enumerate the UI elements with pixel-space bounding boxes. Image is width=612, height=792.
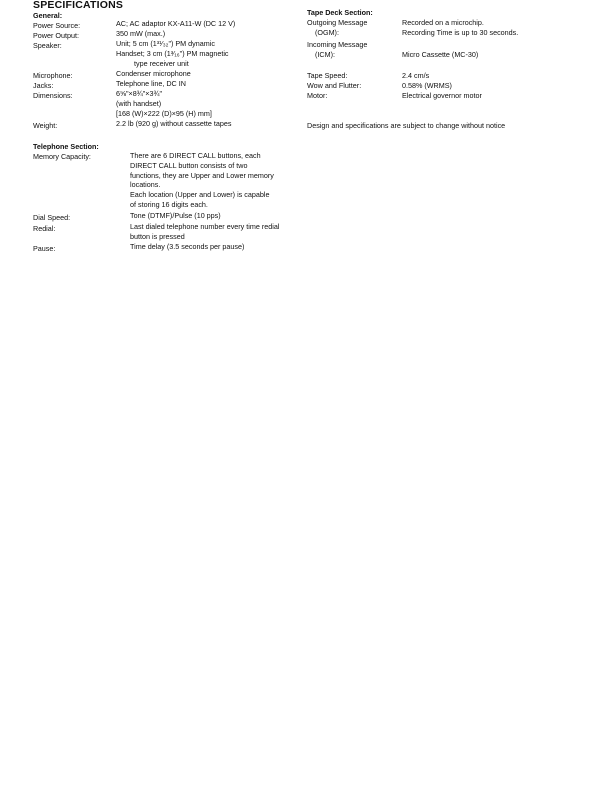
value-line: Tone (DTMF)/Pulse (10 pps) [130,211,221,220]
general-label-dimensions: Dimensions: [33,91,73,100]
value-line: Handset; 3 cm (1³⁄₁₆") PM magnetic [116,48,229,58]
telephone-value-pause [130,242,244,252]
value-line: Unit; 5 cm (1³¹⁄₃₂") PM dynamic [116,39,215,48]
value-line: AC; AC adaptor KX-A11-W (DC 12 V) [116,19,236,28]
value-line: of storing 16 digits each. [130,199,208,209]
telephone-label-redial: Redial: [33,224,56,233]
tape-value-motor: Electrical governor motor [402,91,482,100]
general-label-weight: Weight: [33,121,58,130]
general-value-speaker [116,39,229,68]
telephone-value-memory-capacity [130,151,274,210]
telephone-value-redial [130,222,279,242]
general-label-speaker: Speaker: [33,41,62,50]
general-label-power-source: Power Source: [33,21,81,30]
value-line: 6⅝"×8¾"×3¾" [116,89,163,98]
label-line: Incoming Message [307,40,368,49]
value-line: [168 (W)×222 (D)×95 (H) mm] [116,108,212,118]
general-label-power-output: Power Output: [33,31,79,40]
tape-label-motor: Motor: [307,91,328,100]
general-label-microphone: Microphone: [33,71,73,80]
value-line: Last dialed telephone number every time redial [130,222,280,231]
value-line: There are 6 DIRECT CALL buttons, each [130,151,261,160]
general-value-weight [116,119,231,129]
tape-value-ogm [402,18,518,38]
value-line: Recorded on a microchip. [402,18,484,27]
tape-value-tape-speed: 2.4 cm/s [402,71,430,80]
tape-label-tape-speed: Tape Speed: [307,71,348,80]
value-line: (with handset) [116,98,162,108]
value-line: functions, they are Upper and Lower memory [130,170,274,180]
general-value-power-output [116,29,165,39]
label-line: (ICM): [315,49,335,59]
value-line: 2.2 lb (920 g) without cassette tapes [116,119,232,128]
value-line: 350 mW (max.) [116,29,166,38]
general-value-jacks [116,79,186,89]
value-line: type receiver unit [134,58,189,68]
general-label-jacks: Jacks: [33,81,54,90]
value-line: button is pressed [130,231,185,241]
tape-value-icm [402,50,478,60]
general-value-microphone [116,69,191,79]
value-line: Recording Time is up to 30 seconds. [402,27,519,37]
label-line: (OGM): [315,27,339,37]
general-heading: General: [33,11,63,20]
telephone-heading: Telephone Section: [33,142,99,151]
value-line: Time delay (3.5 seconds per pause) [130,242,245,251]
tape-label-ogm [307,18,367,38]
general-value-power-source [116,19,235,29]
general-value-dimensions [116,89,212,118]
value-line: Micro Cassette (MC-30) [402,50,479,59]
value-line: Each location (Upper and Lower) is capable [130,190,270,200]
page-title: SPECIFICATIONS [33,0,124,11]
label-line: Outgoing Message [307,18,368,27]
disclaimer-note: Design and specifications are subject to change without notice [307,121,506,130]
value-line: DIRECT CALL button consists of two [130,160,248,170]
telephone-label-dial-speed: Dial Speed: [33,213,71,222]
telephone-value-dial-speed [130,211,221,221]
tape-value-wow-flutter: 0.58% (WRMS) [402,81,452,90]
tape-heading: Tape Deck Section: [307,8,373,17]
tape-label-wow-flutter: Wow and Flutter: [307,81,362,90]
value-line: Telephone line, DC IN [116,79,186,88]
telephone-label-pause: Pause: [33,244,56,253]
value-line: locations. [130,180,161,190]
value-line: Condenser microphone [116,69,191,78]
tape-label-icm [307,40,367,60]
telephone-label-memory-capacity: Memory Capacity: [33,152,91,161]
